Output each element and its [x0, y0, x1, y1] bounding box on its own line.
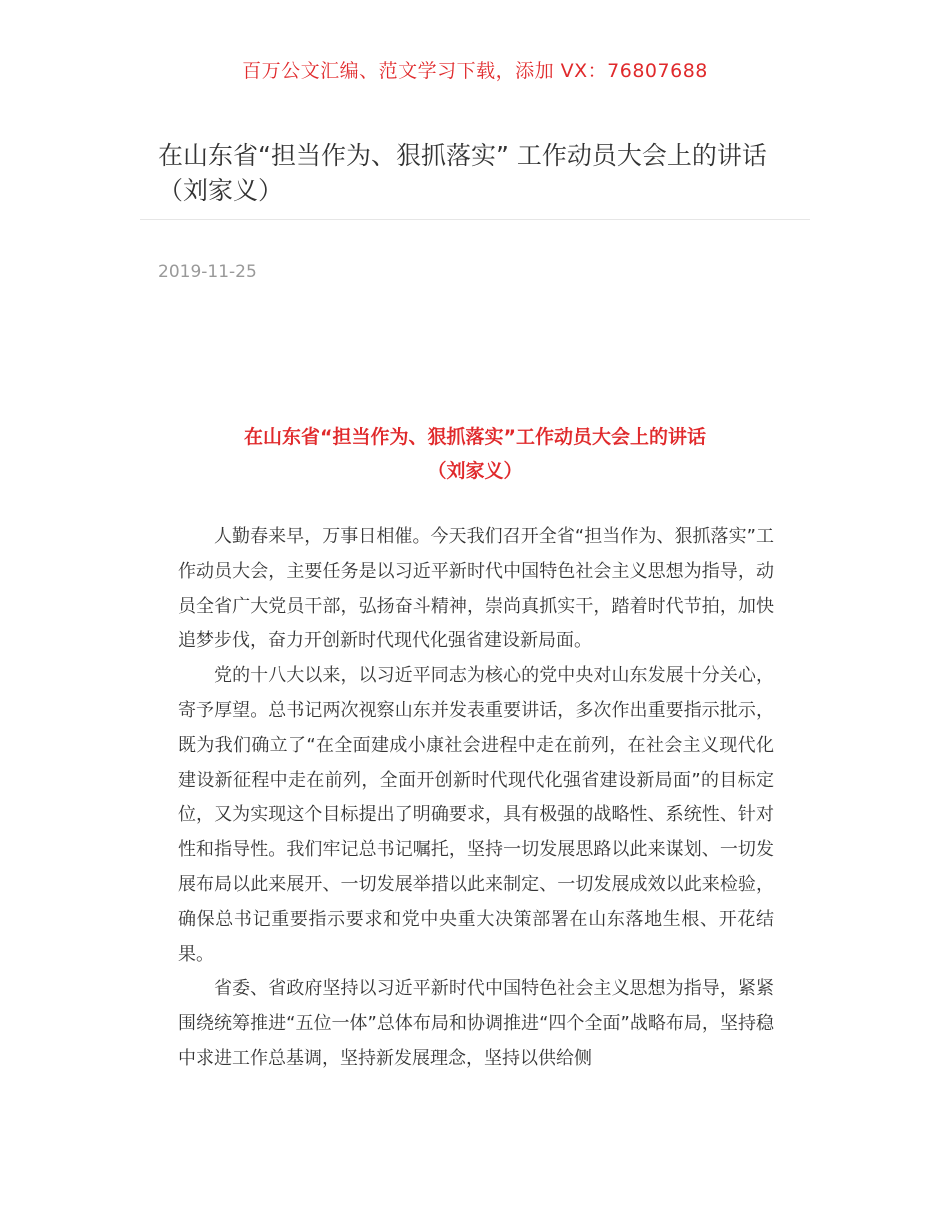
page-title: 在山东省“担当作为、狠抓落实” 工作动员大会上的讲话（刘家义） [158, 141, 767, 205]
article-heading-title: 在山东省“担当作为、狠抓落实”工作动员大会上的讲话 [244, 426, 706, 448]
article-heading-author: （刘家义） [427, 460, 523, 482]
publish-date: 2019-11-25 [158, 262, 257, 282]
paragraph: 人勤春来早，万事日相催。今天我们召开全省“担当作为、狠抓落实”工作动员大会，主要任务是以习近平新时代中国特色社会主义思想为指导，动员全省广大党员干部，弘扬奋斗精神，崇尚真抓实干，踏着时代节拍，加快追梦步伐，奋力开创新时代现代化强省建设新局面。 [178, 526, 774, 652]
promo-banner: 百万公文汇编、范文学习下载，添加 VX：76807688 [242, 60, 708, 82]
title-divider [140, 219, 810, 220]
paragraph: 党的十八大以来，以习近平同志为核心的党中央对山东发展十分关心，寄予厚望。总书记两次视察山东并发表重要讲话，多次作出重要指示批示，既为我们确立了“在全面建成小康社会进程中走在前列，在社会主义现代化建设新征程中走在前列，全面开创新时代现代化强省建设新局面”的目标定位，又为实现这个目标提出了明确要求，具有极强的战略性、系统性、针对性和指导性。我们牢记总书记嘱托，坚持一切发展思路以此来谋划、一切发展布局以此来展开、一切发展举措以此来制定、一切发展成效以此来检验，确保总书记重要指示要求和党中央重大决策部署在山东落地生根、开花结果。 [178, 665, 774, 965]
paragraph: 省委、省政府坚持以习近平新时代中国特色社会主义思想为指导，紧紧围绕统筹推进“五位一体”总体布局和协调推进“四个全面”战略布局，坚持稳中求进工作总基调，坚持新发展理念，坚持以供给侧 [178, 978, 774, 1069]
article-body [178, 520, 774, 1077]
article-heading [140, 420, 810, 488]
